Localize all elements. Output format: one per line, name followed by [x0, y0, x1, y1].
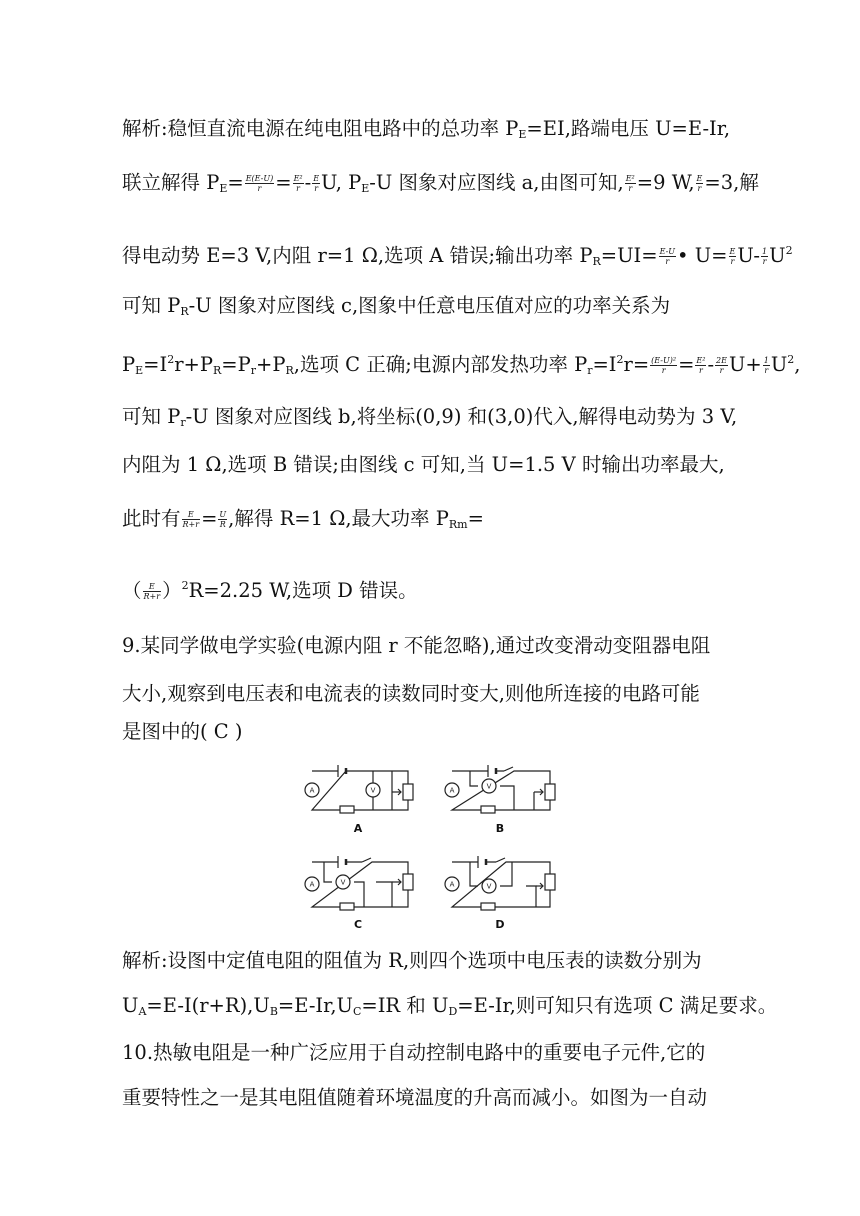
meter-label: A — [309, 786, 315, 795]
analysis-line-4: 可知 $P_R-U$ 图象对应图线 c,图象中任意电压值对应的功率关系为 — [122, 294, 671, 318]
fraction: $\frac{1}{r}$ — [762, 247, 768, 266]
fraction: $\frac{E}{R+r}$ — [143, 582, 161, 601]
analysis-line-9: （ $\frac{E}{R+r}$ ）$^2$R=2.25 W,选项 D 错误。 — [122, 579, 418, 602]
meter-label: A — [449, 880, 455, 889]
fraction: $\frac{\text{E²}}{r}$ — [696, 356, 706, 375]
meter-label: A — [449, 786, 455, 795]
figure-label-b: B — [495, 822, 505, 835]
circuit-b — [449, 765, 555, 813]
circuit-a — [309, 765, 413, 813]
figure-label-c: C — [353, 918, 363, 931]
circuit-diagram-figure — [300, 762, 562, 934]
analysis-2-line-2: $U_A=E-I(r+R),U_B=E-Ir,U_C=IR$ 和 $U_D=E-Ir$,则可知只有选项 C 满足要求。 — [122, 994, 778, 1018]
analysis-line-3: 得电动势 E=3 V,内阻 r=1 Ω,选项 A 错误;输出功率 $P_R=UI=$ $\frac{E-U}{r}$ • U= $\frac{E}{r}$ U- $\frac{1}{r}$ $U^2$ — [122, 244, 793, 268]
analysis-line-7: 内阻为 1 Ω,选项 B 错误;由图线 c 可知,当 U=1.5 V 时输出功率最大, — [122, 453, 725, 476]
circuit-c — [309, 856, 413, 910]
analysis-line-5: $P_E=I^2r+P_R=P_r+P_R$,选项 C 正确;电源内部发热功率 $P_r=I^2r=$ $\frac{\text{(E-U)²}}{r}$ = $\frac{\text{E²}}{r}$ - $\frac{2E}{r}$ U+ $\frac{1}{r}$ $U^2$, — [122, 353, 801, 377]
circuit-diagrams — [300, 762, 562, 934]
figure-label-d: D — [495, 918, 505, 931]
question-10-line-1: 10.热敏电阻是一种广泛应用于自动控制电路中的重要电子元件,它的 — [122, 1041, 706, 1064]
question-10-line-2: 重要特性之一是其电阻值随着环境温度的升高而减小。如图为一自动 — [122, 1086, 708, 1109]
fraction: $\frac{1}{r}$ — [763, 356, 769, 375]
analysis-line-8: 此时有 $\frac{E}{R+r}$ = $\frac{U}{R}$ ,解得 R=1 Ω,最大功率 $P_{Rm}=$ — [122, 507, 484, 531]
fraction: $\frac{E}{r}$ — [729, 247, 736, 266]
analysis-line-1: 解析:稳恒直流电源在纯电阻电路中的总功率 $P_E=EI$,路端电压 U=E-Ir, — [122, 117, 731, 141]
question-9-line-3: 是图中的( C ) — [122, 720, 243, 743]
analysis-2-line-1: 解析:设图中定值电阻的阻值为 R,则四个选项中电压表的读数分别为 — [122, 949, 702, 972]
fraction: $\frac{E}{r}$ — [313, 174, 320, 193]
meter-label: A — [309, 880, 315, 889]
figure-label-a: A — [353, 822, 363, 835]
fraction: $\frac{\text{E²}}{r}$ — [293, 174, 303, 193]
meter-label: V — [340, 878, 346, 887]
meter-label: V — [486, 882, 492, 891]
meter-label: V — [370, 786, 376, 795]
circuit-d — [449, 856, 555, 910]
analysis-line-2: 联立解得 $P_E=$ $\frac{E(E-U)}{r}$ = $\frac{\text{E²}}{r}$ - $\frac{E}{r}$ U, $P_E-U$ 图象对应图线 a,由图可知, $\frac{\text{E²}}{r}$ =9 W, $\frac{E}{r}$ =3,解 — [122, 171, 759, 195]
fraction: $\frac{\text{(E-U)²}}{r}$ — [651, 356, 677, 375]
meter-label: V — [486, 782, 492, 791]
fraction: $\frac{U}{R}$ — [219, 510, 227, 529]
fraction: $\frac{E(E-U)}{r}$ — [245, 174, 274, 193]
fraction: $\frac{E-U}{r}$ — [659, 247, 676, 266]
fraction: $\frac{E}{R+r}$ — [182, 510, 200, 529]
fraction: $\frac{2E}{r}$ — [716, 356, 727, 375]
fraction: $\frac{E}{r}$ — [696, 174, 703, 193]
question-9-line-1: 9.某同学做电学实验(电源内阻 r 不能忽略),通过改变滑动变阻器电阻 — [122, 634, 711, 657]
analysis-line-6: 可知 $P_r-U$ 图象对应图线 b,将坐标(0,9) 和(3,0)代入,解得电动势为 3 V, — [122, 405, 738, 429]
question-9-line-2: 大小,观察到电压表和电流表的读数同时变大,则他所连接的电路可能 — [122, 682, 700, 705]
fraction: $\frac{\text{E²}}{r}$ — [625, 174, 635, 193]
